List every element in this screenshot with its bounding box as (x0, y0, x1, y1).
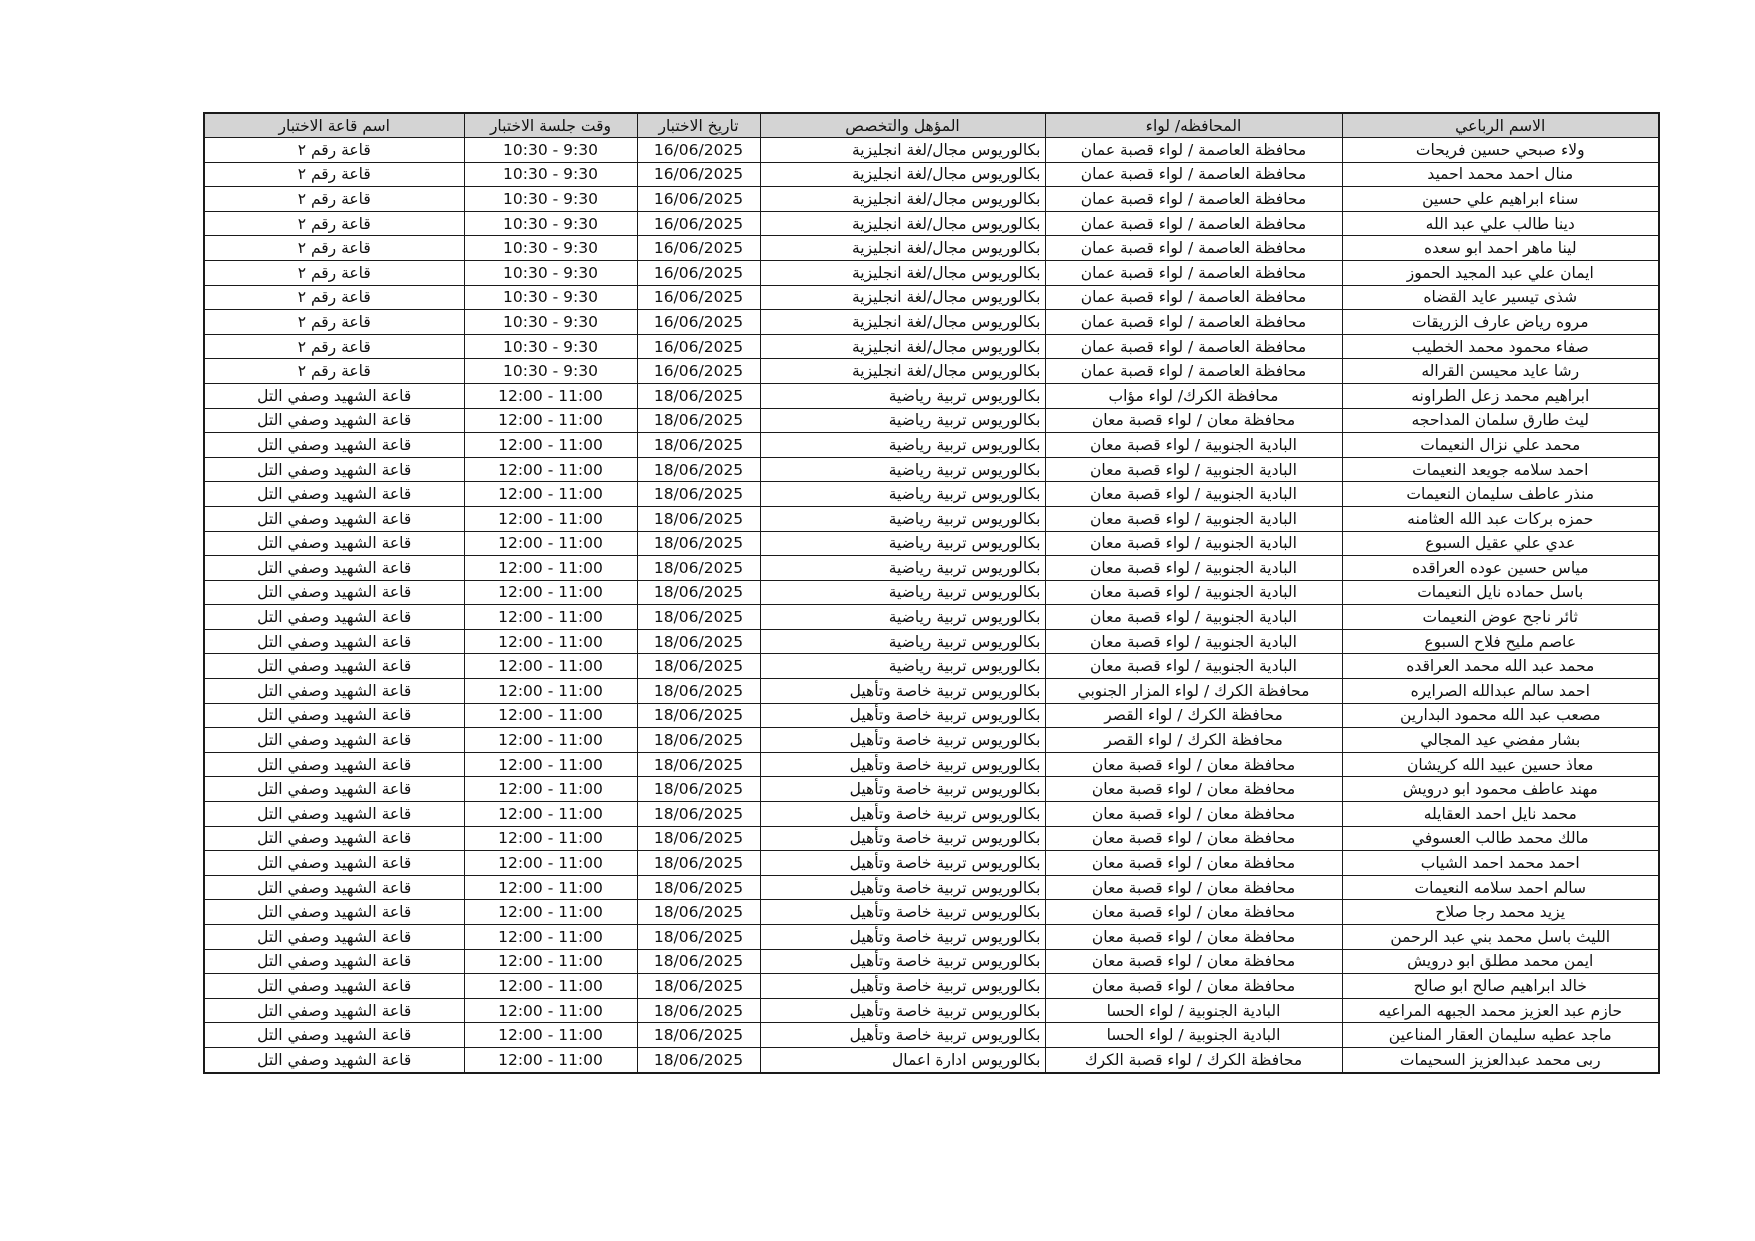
cell-governorate: البادية الجنوبية / لواء قصبة معان (1045, 605, 1342, 630)
table-row (204, 359, 1659, 384)
cell-name: احمد سلامه جويعد النعيمات (1342, 457, 1659, 482)
cell-hall-name: قاعة رقم ٢ (204, 187, 464, 212)
cell-exam-date: 16/06/2025 (637, 359, 760, 384)
cell-governorate: محافظة معان / لواء قصبة معان (1045, 949, 1342, 974)
cell-qualification: بكالوريوس تربية خاصة وتأهيل (760, 925, 1045, 950)
cell-qualification: بكالوريوس مجال/لغة انجليزية (760, 138, 1045, 163)
cell-session-time: 10:30 - 9:30 (464, 236, 637, 261)
table-row (204, 925, 1659, 950)
cell-exam-date: 18/06/2025 (637, 925, 760, 950)
table-row (204, 826, 1659, 851)
cell-name: بشار مفضي عيد المجالي (1342, 728, 1659, 753)
cell-name: رشا عايد محيسن القراله (1342, 359, 1659, 384)
cell-session-time: 12:00 - 11:00 (464, 482, 637, 507)
table-row (204, 531, 1659, 556)
cell-name: صفاء محمود محمد الخطيب (1342, 334, 1659, 359)
cell-session-time: 12:00 - 11:00 (464, 580, 637, 605)
cell-session-time: 10:30 - 9:30 (464, 285, 637, 310)
cell-exam-date: 16/06/2025 (637, 138, 760, 163)
cell-session-time: 12:00 - 11:00 (464, 654, 637, 679)
cell-exam-date: 16/06/2025 (637, 334, 760, 359)
cell-governorate: محافظة العاصمة / لواء قصبة عمان (1045, 162, 1342, 187)
cell-governorate: محافظة معان / لواء قصبة معان (1045, 752, 1342, 777)
cell-hall-name: قاعة الشهيد وصفي التل (204, 900, 464, 925)
cell-hall-name: قاعة رقم ٢ (204, 138, 464, 163)
cell-name: يزيد محمد رجا صلاح (1342, 900, 1659, 925)
table-row (204, 998, 1659, 1023)
cell-governorate: محافظة الكرك / لواء المزار الجنوبي (1045, 679, 1342, 704)
cell-exam-date: 16/06/2025 (637, 162, 760, 187)
cell-name: ثائر ناجح عوض النعيمات (1342, 605, 1659, 630)
cell-session-time: 12:00 - 11:00 (464, 506, 637, 531)
cell-hall-name: قاعة رقم ٢ (204, 334, 464, 359)
cell-governorate: محافظة معان / لواء قصبة معان (1045, 900, 1342, 925)
cell-qualification: بكالوريوس تربية رياضية (760, 408, 1045, 433)
cell-session-time: 12:00 - 11:00 (464, 408, 637, 433)
cell-hall-name: قاعة الشهيد وصفي التل (204, 408, 464, 433)
cell-hall-name: قاعة الشهيد وصفي التل (204, 949, 464, 974)
cell-exam-date: 16/06/2025 (637, 211, 760, 236)
cell-governorate: البادية الجنوبية / لواء قصبة معان (1045, 556, 1342, 581)
cell-name: مصعب عبد الله محمود البدارين (1342, 703, 1659, 728)
cell-name: ليث طارق سلمان المداحجه (1342, 408, 1659, 433)
cell-session-time: 12:00 - 11:00 (464, 925, 637, 950)
cell-qualification: بكالوريوس مجال/لغة انجليزية (760, 359, 1045, 384)
cell-hall-name: قاعة الشهيد وصفي التل (204, 703, 464, 728)
cell-session-time: 12:00 - 11:00 (464, 605, 637, 630)
table-row (204, 408, 1659, 433)
cell-name: حازم عبد العزيز محمد الجبهه المراعيه (1342, 998, 1659, 1023)
cell-session-time: 12:00 - 11:00 (464, 1047, 637, 1072)
cell-session-time: 12:00 - 11:00 (464, 433, 637, 458)
table-row (204, 187, 1659, 212)
cell-qualification: بكالوريوس تربية خاصة وتأهيل (760, 974, 1045, 999)
table-row (204, 851, 1659, 876)
cell-exam-date: 18/06/2025 (637, 1047, 760, 1072)
cell-governorate: محافظة العاصمة / لواء قصبة عمان (1045, 359, 1342, 384)
cell-exam-date: 18/06/2025 (637, 556, 760, 581)
cell-governorate: البادية الجنوبية / لواء قصبة معان (1045, 629, 1342, 654)
cell-exam-date: 18/06/2025 (637, 433, 760, 458)
cell-exam-date: 16/06/2025 (637, 236, 760, 261)
cell-session-time: 10:30 - 9:30 (464, 334, 637, 359)
cell-governorate: محافظة معان / لواء قصبة معان (1045, 925, 1342, 950)
cell-exam-date: 18/06/2025 (637, 580, 760, 605)
cell-name: منذر عاطف سليمان النعيمات (1342, 482, 1659, 507)
cell-name: ابراهيم محمد زعل الطراونه (1342, 383, 1659, 408)
cell-qualification: بكالوريوس تربية خاصة وتأهيل (760, 679, 1045, 704)
cell-qualification: بكالوريوس تربية خاصة وتأهيل (760, 900, 1045, 925)
cell-exam-date: 18/06/2025 (637, 679, 760, 704)
table-row (204, 875, 1659, 900)
cell-session-time: 10:30 - 9:30 (464, 138, 637, 163)
cell-hall-name: قاعة الشهيد وصفي التل (204, 654, 464, 679)
cell-governorate: محافظة معان / لواء قصبة معان (1045, 826, 1342, 851)
cell-hall-name: قاعة الشهيد وصفي التل (204, 1047, 464, 1072)
cell-session-time: 12:00 - 11:00 (464, 875, 637, 900)
cell-exam-date: 18/06/2025 (637, 802, 760, 827)
cell-qualification: بكالوريوس تربية رياضية (760, 383, 1045, 408)
cell-governorate: محافظة معان / لواء قصبة معان (1045, 851, 1342, 876)
cell-governorate: محافظة الكرك / لواء قصبة الكرك (1045, 1047, 1342, 1072)
cell-hall-name: قاعة الشهيد وصفي التل (204, 433, 464, 458)
table-row (204, 629, 1659, 654)
table-row (204, 383, 1659, 408)
cell-exam-date: 18/06/2025 (637, 949, 760, 974)
cell-session-time: 12:00 - 11:00 (464, 556, 637, 581)
table-row (204, 802, 1659, 827)
cell-name: محمد علي نزال النعيمات (1342, 433, 1659, 458)
cell-qualification: بكالوريوس تربية خاصة وتأهيل (760, 802, 1045, 827)
cell-exam-date: 18/06/2025 (637, 900, 760, 925)
cell-governorate: محافظة العاصمة / لواء قصبة عمان (1045, 260, 1342, 285)
cell-governorate: البادية الجنوبية / لواء الحسا (1045, 1023, 1342, 1048)
cell-name: مياس حسين عوده العراقده (1342, 556, 1659, 581)
cell-exam-date: 18/06/2025 (637, 408, 760, 433)
cell-hall-name: قاعة الشهيد وصفي التل (204, 580, 464, 605)
cell-qualification: بكالوريوس تربية خاصة وتأهيل (760, 851, 1045, 876)
cell-qualification: بكالوريوس مجال/لغة انجليزية (760, 187, 1045, 212)
exam-schedule-table (203, 112, 1660, 1074)
cell-governorate: البادية الجنوبية / لواء قصبة معان (1045, 580, 1342, 605)
cell-name: حمزه بركات عبد الله العثامنه (1342, 506, 1659, 531)
cell-hall-name: قاعة الشهيد وصفي التل (204, 925, 464, 950)
cell-qualification: بكالوريوس مجال/لغة انجليزية (760, 285, 1045, 310)
cell-qualification: بكالوريوس مجال/لغة انجليزية (760, 334, 1045, 359)
cell-hall-name: قاعة الشهيد وصفي التل (204, 383, 464, 408)
cell-hall-name: قاعة الشهيد وصفي التل (204, 605, 464, 630)
cell-hall-name: قاعة الشهيد وصفي التل (204, 752, 464, 777)
cell-qualification: بكالوريوس تربية رياضية (760, 531, 1045, 556)
table-row (204, 506, 1659, 531)
cell-governorate: البادية الجنوبية / لواء قصبة معان (1045, 457, 1342, 482)
cell-exam-date: 16/06/2025 (637, 285, 760, 310)
cell-name: ايمن محمد مطلق ابو درويش (1342, 949, 1659, 974)
cell-session-time: 12:00 - 11:00 (464, 1023, 637, 1048)
table-row (204, 433, 1659, 458)
cell-exam-date: 18/06/2025 (637, 875, 760, 900)
cell-session-time: 12:00 - 11:00 (464, 851, 637, 876)
cell-session-time: 12:00 - 11:00 (464, 998, 637, 1023)
cell-session-time: 12:00 - 11:00 (464, 974, 637, 999)
cell-qualification: بكالوريوس مجال/لغة انجليزية (760, 310, 1045, 335)
cell-governorate: محافظة معان / لواء قصبة معان (1045, 875, 1342, 900)
cell-exam-date: 18/06/2025 (637, 974, 760, 999)
cell-governorate: البادية الجنوبية / لواء قصبة معان (1045, 433, 1342, 458)
cell-session-time: 12:00 - 11:00 (464, 802, 637, 827)
cell-exam-date: 18/06/2025 (637, 383, 760, 408)
table-row (204, 605, 1659, 630)
cell-qualification: بكالوريوس ادارة اعمال (760, 1047, 1045, 1072)
cell-session-time: 12:00 - 11:00 (464, 629, 637, 654)
cell-name: مهند عاطف محمود ابو درويش (1342, 777, 1659, 802)
table-row (204, 974, 1659, 999)
cell-governorate: محافظة معان / لواء قصبة معان (1045, 408, 1342, 433)
cell-hall-name: قاعة الشهيد وصفي التل (204, 974, 464, 999)
table-row (204, 580, 1659, 605)
table-row (204, 949, 1659, 974)
cell-qualification: بكالوريوس تربية رياضية (760, 482, 1045, 507)
header-row (204, 113, 1659, 138)
cell-session-time: 12:00 - 11:00 (464, 752, 637, 777)
cell-exam-date: 18/06/2025 (637, 728, 760, 753)
cell-governorate: محافظة معان / لواء قصبة معان (1045, 974, 1342, 999)
cell-governorate: محافظة العاصمة / لواء قصبة عمان (1045, 285, 1342, 310)
cell-qualification: بكالوريوس تربية رياضية (760, 605, 1045, 630)
cell-name: سالم احمد سلامه النعيمات (1342, 875, 1659, 900)
cell-qualification: بكالوريوس مجال/لغة انجليزية (760, 211, 1045, 236)
cell-exam-date: 18/06/2025 (637, 457, 760, 482)
cell-name: الليث باسل محمد بني عبد الرحمن (1342, 925, 1659, 950)
cell-exam-date: 18/06/2025 (637, 826, 760, 851)
table-row (204, 138, 1659, 163)
cell-name: محمد نايل احمد العقايله (1342, 802, 1659, 827)
cell-qualification: بكالوريوس تربية رياضية (760, 654, 1045, 679)
cell-name: منال احمد محمد احميد (1342, 162, 1659, 187)
cell-qualification: بكالوريوس تربية خاصة وتأهيل (760, 728, 1045, 753)
cell-qualification: بكالوريوس مجال/لغة انجليزية (760, 236, 1045, 261)
cell-governorate: البادية الجنوبية / لواء قصبة معان (1045, 531, 1342, 556)
cell-hall-name: قاعة الشهيد وصفي التل (204, 506, 464, 531)
cell-session-time: 12:00 - 11:00 (464, 457, 637, 482)
cell-governorate: البادية الجنوبية / لواء قصبة معان (1045, 482, 1342, 507)
cell-governorate: محافظة العاصمة / لواء قصبة عمان (1045, 334, 1342, 359)
cell-name: خالد ابراهيم صالح ابو صالح (1342, 974, 1659, 999)
table-body (204, 138, 1659, 1073)
table-row (204, 310, 1659, 335)
cell-name: احمد سالم عبدالله الصرايره (1342, 679, 1659, 704)
cell-governorate: البادية الجنوبية / لواء الحسا (1045, 998, 1342, 1023)
cell-name: محمد عبد الله محمد العراقده (1342, 654, 1659, 679)
cell-hall-name: قاعة رقم ٢ (204, 211, 464, 236)
cell-hall-name: قاعة الشهيد وصفي التل (204, 1023, 464, 1048)
cell-hall-name: قاعة رقم ٢ (204, 236, 464, 261)
cell-governorate: محافظة الكرك/ لواء مؤاب (1045, 383, 1342, 408)
cell-exam-date: 18/06/2025 (637, 482, 760, 507)
table-row (204, 334, 1659, 359)
cell-name: مروه رياض عارف الزريقات (1342, 310, 1659, 335)
cell-name: ربى محمد عبدالعزيز السحيمات (1342, 1047, 1659, 1072)
cell-name: دينا طالب علي عبد الله (1342, 211, 1659, 236)
cell-hall-name: قاعة الشهيد وصفي التل (204, 802, 464, 827)
cell-session-time: 12:00 - 11:00 (464, 777, 637, 802)
cell-name: شذى تيسير عايد القضاه (1342, 285, 1659, 310)
cell-qualification: بكالوريوس مجال/لغة انجليزية (760, 162, 1045, 187)
cell-hall-name: قاعة الشهيد وصفي التل (204, 629, 464, 654)
cell-qualification: بكالوريوس تربية رياضية (760, 629, 1045, 654)
cell-governorate: محافظة العاصمة / لواء قصبة عمان (1045, 138, 1342, 163)
cell-governorate: البادية الجنوبية / لواء قصبة معان (1045, 654, 1342, 679)
cell-name: لينا ماهر احمد ابو سعده (1342, 236, 1659, 261)
table-row (204, 556, 1659, 581)
header-qualification: المؤهل والتخصص (760, 113, 1045, 138)
cell-governorate: محافظة العاصمة / لواء قصبة عمان (1045, 310, 1342, 335)
cell-exam-date: 18/06/2025 (637, 703, 760, 728)
table-row (204, 285, 1659, 310)
table-row (204, 162, 1659, 187)
cell-hall-name: قاعة رقم ٢ (204, 359, 464, 384)
cell-exam-date: 18/06/2025 (637, 654, 760, 679)
header-session-time: وقت جلسة الاختبار (464, 113, 637, 138)
cell-qualification: بكالوريوس تربية خاصة وتأهيل (760, 949, 1045, 974)
cell-exam-date: 16/06/2025 (637, 310, 760, 335)
cell-governorate: محافظة العاصمة / لواء قصبة عمان (1045, 236, 1342, 261)
cell-exam-date: 16/06/2025 (637, 260, 760, 285)
cell-qualification: بكالوريوس تربية خاصة وتأهيل (760, 777, 1045, 802)
cell-hall-name: قاعة الشهيد وصفي التل (204, 826, 464, 851)
cell-exam-date: 18/06/2025 (637, 752, 760, 777)
table-row (204, 654, 1659, 679)
cell-governorate: محافظة العاصمة / لواء قصبة عمان (1045, 211, 1342, 236)
cell-qualification: بكالوريوس تربية رياضية (760, 580, 1045, 605)
cell-hall-name: قاعة الشهيد وصفي التل (204, 482, 464, 507)
cell-qualification: بكالوريوس تربية خاصة وتأهيل (760, 998, 1045, 1023)
cell-qualification: بكالوريوس مجال/لغة انجليزية (760, 260, 1045, 285)
table-row (204, 752, 1659, 777)
cell-qualification: بكالوريوس تربية رياضية (760, 506, 1045, 531)
cell-hall-name: قاعة رقم ٢ (204, 162, 464, 187)
cell-qualification: بكالوريوس تربية رياضية (760, 457, 1045, 482)
cell-governorate: البادية الجنوبية / لواء قصبة معان (1045, 506, 1342, 531)
cell-name: عاصم مليح فلاح السبوع (1342, 629, 1659, 654)
table-row (204, 679, 1659, 704)
cell-name: ماجد عطيه سليمان العقار المناعين (1342, 1023, 1659, 1048)
cell-qualification: بكالوريوس تربية خاصة وتأهيل (760, 1023, 1045, 1048)
cell-qualification: بكالوريوس تربية خاصة وتأهيل (760, 752, 1045, 777)
cell-hall-name: قاعة رقم ٢ (204, 285, 464, 310)
cell-session-time: 12:00 - 11:00 (464, 383, 637, 408)
cell-qualification: بكالوريوس تربية خاصة وتأهيل (760, 703, 1045, 728)
cell-hall-name: قاعة الشهيد وصفي التل (204, 998, 464, 1023)
cell-hall-name: قاعة الشهيد وصفي التل (204, 851, 464, 876)
cell-governorate: محافظة العاصمة / لواء قصبة عمان (1045, 187, 1342, 212)
table-row (204, 211, 1659, 236)
table-row (204, 1047, 1659, 1072)
cell-qualification: بكالوريوس تربية خاصة وتأهيل (760, 826, 1045, 851)
header-governorate: المحافظه/ لواء (1045, 113, 1342, 138)
cell-hall-name: قاعة الشهيد وصفي التل (204, 728, 464, 753)
cell-governorate: محافظة معان / لواء قصبة معان (1045, 802, 1342, 827)
cell-exam-date: 18/06/2025 (637, 777, 760, 802)
cell-session-time: 10:30 - 9:30 (464, 260, 637, 285)
cell-exam-date: 18/06/2025 (637, 629, 760, 654)
cell-name: احمد محمد احمد الشياب (1342, 851, 1659, 876)
cell-session-time: 12:00 - 11:00 (464, 826, 637, 851)
cell-exam-date: 16/06/2025 (637, 187, 760, 212)
cell-qualification: بكالوريوس تربية خاصة وتأهيل (760, 875, 1045, 900)
cell-session-time: 10:30 - 9:30 (464, 187, 637, 212)
table-row (204, 457, 1659, 482)
cell-hall-name: قاعة الشهيد وصفي التل (204, 457, 464, 482)
table-row (204, 236, 1659, 261)
table-row (204, 482, 1659, 507)
cell-exam-date: 18/06/2025 (637, 1023, 760, 1048)
cell-name: معاذ حسين عبيد الله كريشان (1342, 752, 1659, 777)
cell-hall-name: قاعة الشهيد وصفي التل (204, 556, 464, 581)
table-row (204, 703, 1659, 728)
table-row (204, 777, 1659, 802)
cell-hall-name: قاعة رقم ٢ (204, 310, 464, 335)
cell-hall-name: قاعة الشهيد وصفي التل (204, 777, 464, 802)
cell-exam-date: 18/06/2025 (637, 531, 760, 556)
header-exam-date: تاريخ الاختبار (637, 113, 760, 138)
cell-session-time: 12:00 - 11:00 (464, 900, 637, 925)
cell-exam-date: 18/06/2025 (637, 605, 760, 630)
cell-name: سناء ابراهيم علي حسين (1342, 187, 1659, 212)
cell-session-time: 10:30 - 9:30 (464, 211, 637, 236)
cell-governorate: محافظة الكرك / لواء القصر (1045, 728, 1342, 753)
cell-session-time: 12:00 - 11:00 (464, 949, 637, 974)
cell-governorate: محافظة معان / لواء قصبة معان (1045, 777, 1342, 802)
cell-qualification: بكالوريوس تربية رياضية (760, 433, 1045, 458)
header-hall-name: اسم قاعة الاختبار (204, 113, 464, 138)
cell-session-time: 10:30 - 9:30 (464, 310, 637, 335)
cell-name: ولاء صبحي حسين فريحات (1342, 138, 1659, 163)
cell-exam-date: 18/06/2025 (637, 851, 760, 876)
table-row (204, 728, 1659, 753)
table-header (204, 113, 1659, 138)
cell-session-time: 10:30 - 9:30 (464, 162, 637, 187)
cell-hall-name: قاعة الشهيد وصفي التل (204, 875, 464, 900)
table-row (204, 1023, 1659, 1048)
cell-session-time: 12:00 - 11:00 (464, 703, 637, 728)
cell-governorate: محافظة الكرك / لواء القصر (1045, 703, 1342, 728)
cell-name: مالك محمد طالب العسوفي (1342, 826, 1659, 851)
cell-session-time: 12:00 - 11:00 (464, 679, 637, 704)
table-row (204, 900, 1659, 925)
cell-name: باسل حماده نايل النعيمات (1342, 580, 1659, 605)
cell-exam-date: 18/06/2025 (637, 506, 760, 531)
table-row (204, 260, 1659, 285)
cell-session-time: 12:00 - 11:00 (464, 531, 637, 556)
cell-hall-name: قاعة الشهيد وصفي التل (204, 679, 464, 704)
cell-hall-name: قاعة الشهيد وصفي التل (204, 531, 464, 556)
cell-name: عدي علي عقيل السبوع (1342, 531, 1659, 556)
cell-qualification: بكالوريوس تربية رياضية (760, 556, 1045, 581)
cell-name: ايمان علي عبد المجيد الحموز (1342, 260, 1659, 285)
cell-exam-date: 18/06/2025 (637, 998, 760, 1023)
header-name: الاسم الرباعي (1342, 113, 1659, 138)
cell-session-time: 10:30 - 9:30 (464, 359, 637, 384)
cell-hall-name: قاعة رقم ٢ (204, 260, 464, 285)
cell-session-time: 12:00 - 11:00 (464, 728, 637, 753)
